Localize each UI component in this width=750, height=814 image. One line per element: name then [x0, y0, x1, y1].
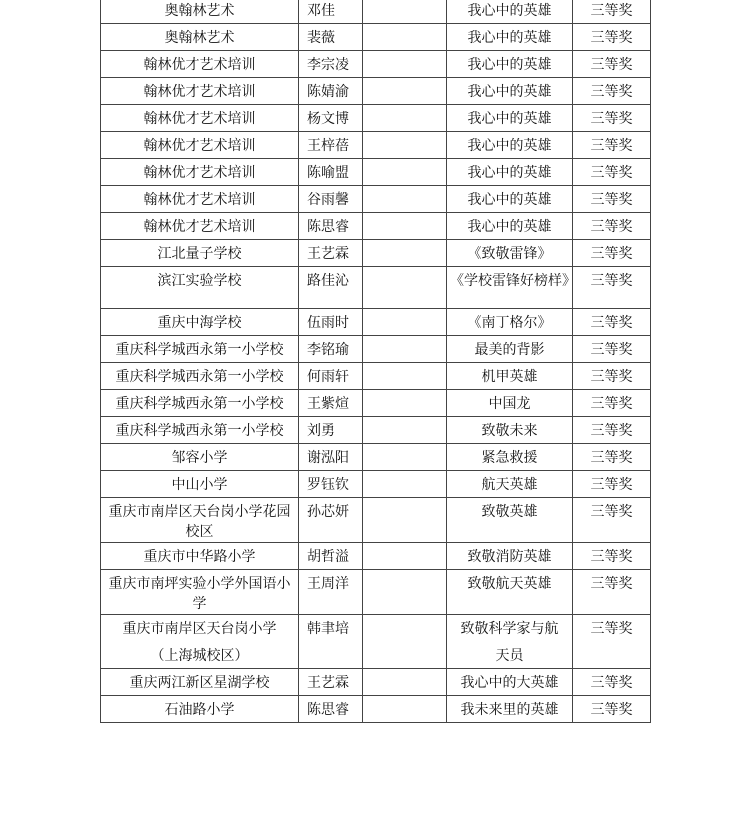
work-title-cell: 我心中的英雄 [447, 159, 573, 186]
awards-table-body [101, 0, 651, 723]
name-cell: 邓佳 [299, 0, 363, 24]
table-row [101, 213, 651, 240]
work-title-cell: 致敬航天英雄 [447, 570, 573, 615]
work-title-cell: 致敬科学家与航 [447, 615, 573, 642]
name-cell: 王梓蓓 [299, 132, 363, 159]
prize-cell: 三等奖 [573, 159, 651, 186]
table-row [101, 105, 651, 132]
work-title-cell: 我心中的英雄 [447, 132, 573, 159]
table-row [101, 309, 651, 336]
name-cell: 杨文博 [299, 105, 363, 132]
work-title-cell: 致敬未来 [447, 417, 573, 444]
blank-cell [363, 336, 447, 363]
table-row [101, 363, 651, 390]
name-cell: 李宗凌 [299, 51, 363, 78]
work-title-cell: 《学校雷锋好榜样》 [447, 267, 573, 309]
blank-cell [363, 213, 447, 240]
blank-cell [363, 444, 447, 471]
prize-cell: 三等奖 [573, 0, 651, 24]
school-cell: 石油路小学 [101, 696, 299, 723]
prize-cell: 三等奖 [573, 309, 651, 336]
awards-table [100, 0, 651, 723]
prize-cell: 三等奖 [573, 669, 651, 696]
school-cell: 重庆两江新区星湖学校 [101, 669, 299, 696]
blank-cell [363, 570, 447, 615]
work-title-cell: 致敬消防英雄 [447, 543, 573, 570]
name-cell: 陈婧渝 [299, 78, 363, 105]
name-cell [299, 642, 363, 669]
school-cell: 奥翰林艺术 [101, 0, 299, 24]
table-row [101, 570, 651, 615]
table-row [101, 0, 651, 24]
work-title-cell: 《致敬雷锋》 [447, 240, 573, 267]
blank-cell [363, 267, 447, 309]
blank-cell [363, 471, 447, 498]
school-cell: 滨江实验学校 [101, 267, 299, 309]
prize-cell: 三等奖 [573, 213, 651, 240]
blank-cell [363, 24, 447, 51]
school-cell: （上海城校区） [101, 642, 299, 669]
prize-cell: 三等奖 [573, 444, 651, 471]
table-row [101, 51, 651, 78]
table-row [101, 615, 651, 642]
work-title-cell: 《南丁格尔》 [447, 309, 573, 336]
name-cell: 陈喻盟 [299, 159, 363, 186]
school-cell: 重庆科学城西永第一小学校 [101, 417, 299, 444]
name-cell: 谷雨馨 [299, 186, 363, 213]
blank-cell [363, 498, 447, 543]
table-row [101, 669, 651, 696]
name-cell: 李铭瑜 [299, 336, 363, 363]
prize-cell: 三等奖 [573, 570, 651, 615]
work-title-cell: 机甲英雄 [447, 363, 573, 390]
work-title-cell: 中国龙 [447, 390, 573, 417]
table-row [101, 444, 651, 471]
name-cell: 王周洋 [299, 570, 363, 615]
prize-cell: 三等奖 [573, 51, 651, 78]
school-cell: 邹容小学 [101, 444, 299, 471]
prize-cell: 三等奖 [573, 78, 651, 105]
work-title-cell: 我心中的英雄 [447, 24, 573, 51]
school-cell: 翰林优才艺术培训 [101, 78, 299, 105]
blank-cell [363, 642, 447, 669]
prize-cell: 三等奖 [573, 615, 651, 642]
work-title-cell: 我未来里的英雄 [447, 696, 573, 723]
table-row [101, 24, 651, 51]
table-row [101, 417, 651, 444]
blank-cell [363, 159, 447, 186]
school-cell: 重庆科学城西永第一小学校 [101, 363, 299, 390]
table-row [101, 390, 651, 417]
school-cell: 翰林优才艺术培训 [101, 132, 299, 159]
blank-cell [363, 0, 447, 24]
prize-cell: 三等奖 [573, 390, 651, 417]
table-row [101, 159, 651, 186]
name-cell: 路佳沁 [299, 267, 363, 309]
blank-cell [363, 51, 447, 78]
blank-cell [363, 240, 447, 267]
name-cell: 王艺霖 [299, 669, 363, 696]
blank-cell [363, 615, 447, 642]
blank-cell [363, 390, 447, 417]
school-cell: 翰林优才艺术培训 [101, 105, 299, 132]
blank-cell [363, 309, 447, 336]
table-row [101, 132, 651, 159]
prize-cell: 三等奖 [573, 24, 651, 51]
name-cell: 何雨轩 [299, 363, 363, 390]
school-cell: 中山小学 [101, 471, 299, 498]
blank-cell [363, 417, 447, 444]
work-title-cell: 我心中的英雄 [447, 186, 573, 213]
school-cell: 翰林优才艺术培训 [101, 213, 299, 240]
blank-cell [363, 363, 447, 390]
blank-cell [363, 186, 447, 213]
school-cell: 翰林优才艺术培训 [101, 51, 299, 78]
blank-cell [363, 132, 447, 159]
work-title-cell: 我心中的英雄 [447, 105, 573, 132]
work-title-cell: 天员 [447, 642, 573, 669]
prize-cell: 三等奖 [573, 417, 651, 444]
prize-cell: 三等奖 [573, 696, 651, 723]
school-cell: 重庆市中华路小学 [101, 543, 299, 570]
name-cell: 陈思睿 [299, 213, 363, 240]
blank-cell [363, 78, 447, 105]
school-cell: 翰林优才艺术培训 [101, 159, 299, 186]
name-cell: 孙芯妍 [299, 498, 363, 543]
work-title-cell: 我心中的英雄 [447, 51, 573, 78]
name-cell: 罗钰钦 [299, 471, 363, 498]
name-cell: 刘勇 [299, 417, 363, 444]
school-cell: 重庆市南坪实验小学外国语小学 [101, 570, 299, 615]
table-row [101, 498, 651, 543]
prize-cell: 三等奖 [573, 105, 651, 132]
table-row [101, 336, 651, 363]
name-cell: 王紫煊 [299, 390, 363, 417]
table-row [101, 696, 651, 723]
work-title-cell: 我心中的大英雄 [447, 669, 573, 696]
prize-cell: 三等奖 [573, 543, 651, 570]
table-row [101, 471, 651, 498]
prize-cell: 三等奖 [573, 498, 651, 543]
prize-cell: 三等奖 [573, 471, 651, 498]
work-title-cell: 紧急救援 [447, 444, 573, 471]
work-title-cell: 航天英雄 [447, 471, 573, 498]
blank-cell [363, 543, 447, 570]
prize-cell: 三等奖 [573, 240, 651, 267]
table-row [101, 543, 651, 570]
school-cell: 奥翰林艺术 [101, 24, 299, 51]
prize-cell: 三等奖 [573, 186, 651, 213]
work-title-cell: 致敬英雄 [447, 498, 573, 543]
school-cell: 重庆市南岸区天台岗小学花园校区 [101, 498, 299, 543]
name-cell: 裴薇 [299, 24, 363, 51]
name-cell: 胡哲溢 [299, 543, 363, 570]
table-row [101, 642, 651, 669]
name-cell: 王艺霖 [299, 240, 363, 267]
work-title-cell: 我心中的英雄 [447, 78, 573, 105]
work-title-cell: 我心中的英雄 [447, 0, 573, 24]
name-cell: 伍雨时 [299, 309, 363, 336]
prize-cell: 三等奖 [573, 132, 651, 159]
prize-cell [573, 642, 651, 669]
school-cell: 重庆科学城西永第一小学校 [101, 336, 299, 363]
prize-cell: 三等奖 [573, 363, 651, 390]
table-row [101, 267, 651, 309]
blank-cell [363, 669, 447, 696]
school-cell: 江北量子学校 [101, 240, 299, 267]
blank-cell [363, 696, 447, 723]
table-row [101, 240, 651, 267]
school-cell: 重庆科学城西永第一小学校 [101, 390, 299, 417]
prize-cell: 三等奖 [573, 267, 651, 309]
table-row [101, 78, 651, 105]
blank-cell [363, 105, 447, 132]
name-cell: 陈思睿 [299, 696, 363, 723]
work-title-cell: 我心中的英雄 [447, 213, 573, 240]
school-cell: 重庆市南岸区天台岗小学 [101, 615, 299, 642]
table-row [101, 186, 651, 213]
name-cell: 谢泓阳 [299, 444, 363, 471]
name-cell: 韩聿培 [299, 615, 363, 642]
school-cell: 重庆中海学校 [101, 309, 299, 336]
work-title-cell: 最美的背影 [447, 336, 573, 363]
prize-cell: 三等奖 [573, 336, 651, 363]
school-cell: 翰林优才艺术培训 [101, 186, 299, 213]
